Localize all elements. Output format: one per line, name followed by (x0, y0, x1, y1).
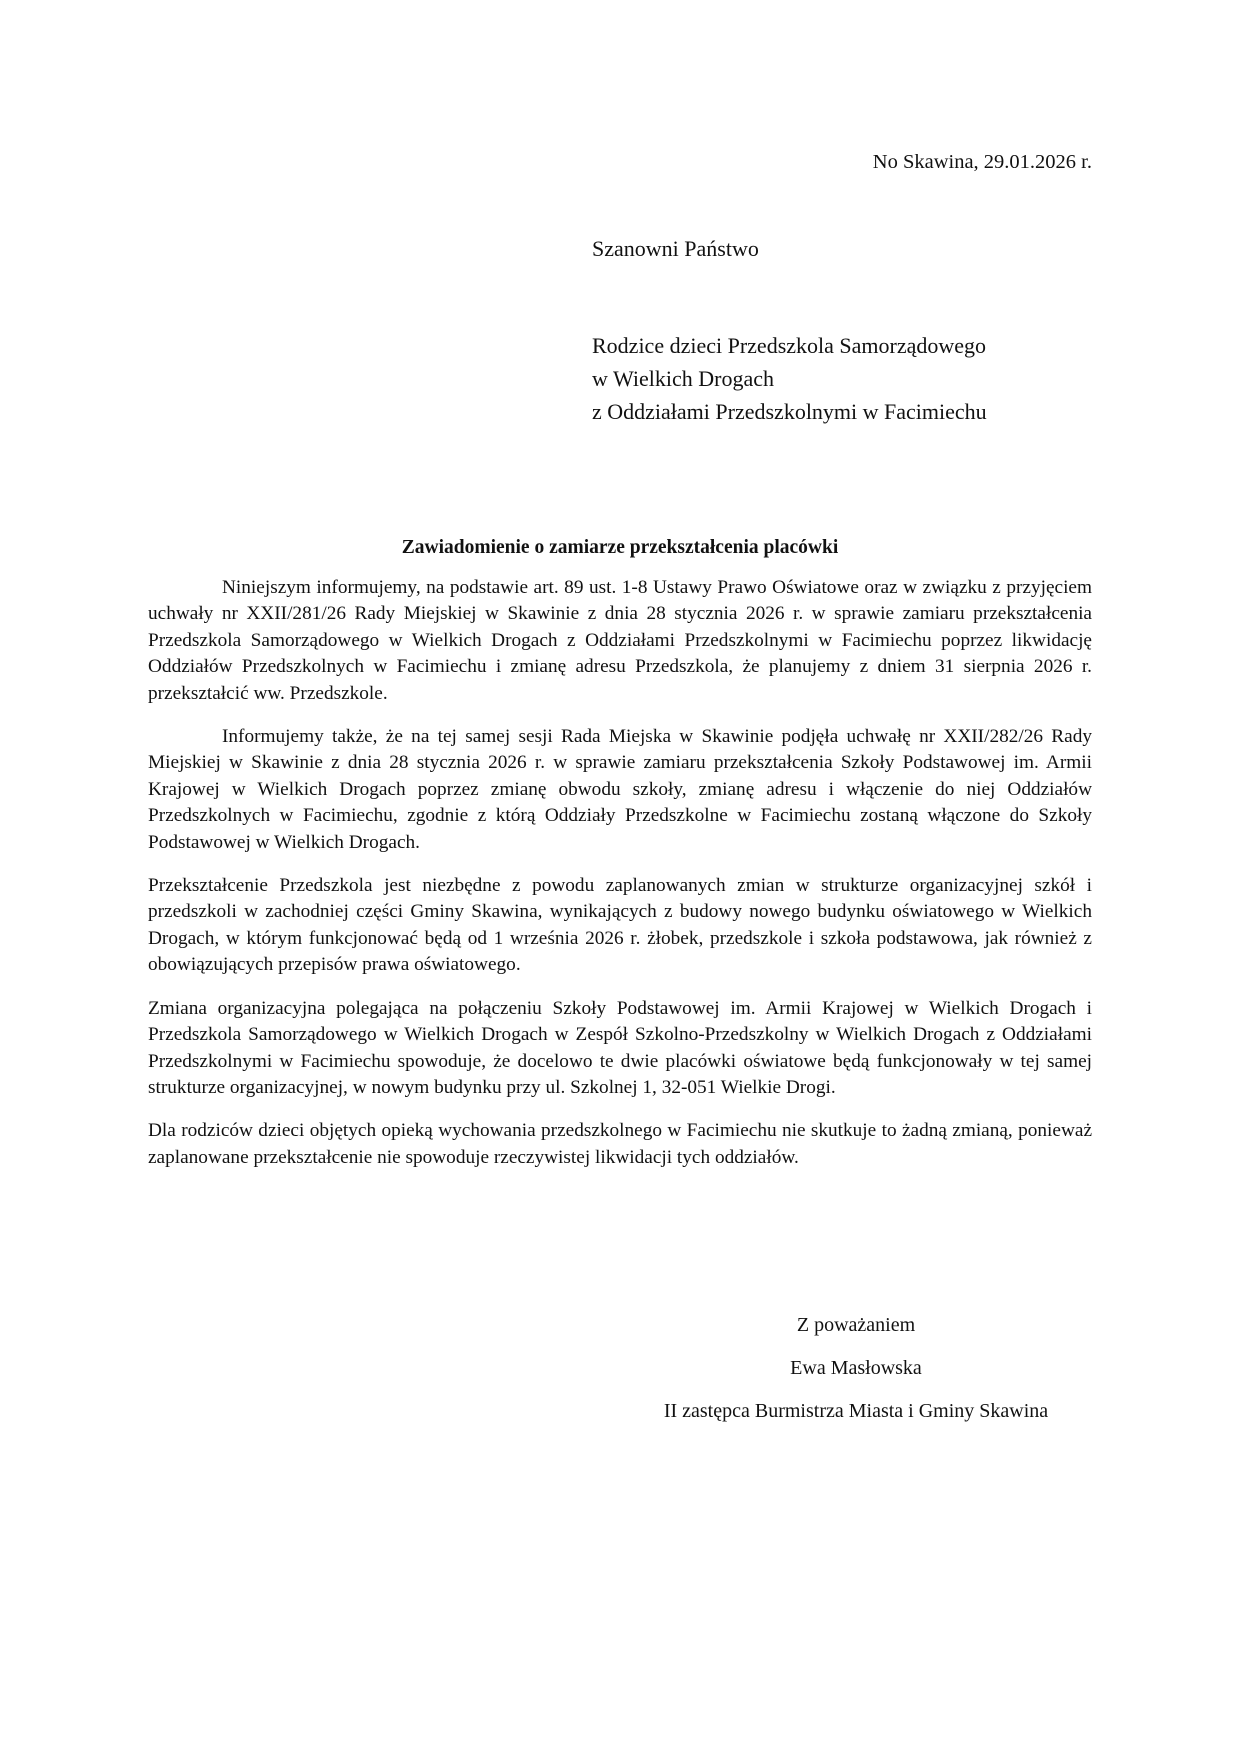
salutation: Szanowni Państwo (592, 236, 759, 261)
document-title: Zawiadomienie o zamiarze przekształcenia placówki (401, 537, 839, 558)
body-paragraph: Informujemy także, że na tej samej sesji Rada Miejska w Skawinie podjęła uchwałę nr XXII/282/26 Rady Miejskiej w Skawinie z dnia 28 stycznia 2026 r. w sprawie zamiaru przekształcenia Szkoły Podstawowej im. Armii Krajowej w Wielkich Drogach poprzez zmianę obwodu szkoły, zmianę adresu i włączenie do niej Oddziałów Przedszkolnych w Facimiechu, zgodnie z którą Oddziały Przedszkolne w Facimiechu zostaną włączone do Szkoły Podstawowej w Wielkich Drogach. (148, 726, 1092, 853)
signatory-name: Ewa Masłowska (790, 1357, 922, 1379)
closing-greeting: Z poważaniem (796, 1314, 916, 1336)
letter-body (148, 575, 1092, 1188)
place-and-date: No Skawina, 29.01.2026 r. (872, 151, 1092, 173)
recipient-line: Rodzice dzieci Przedszkola Samorządowego (592, 333, 987, 358)
body-paragraph: Niniejszym informujemy, na podstawie art. 89 ust. 1-8 Ustawy Prawo Oświatowe oraz w związku z przyjęciem uchwały nr XXII/281/26 Rady Miejskiej w Skawinie z dnia 28 stycznia 2026 r. w sprawie zamiaru przekształcenia Przedszkola Samorządowego w Wielkich Drogach z Oddziałami Przedszkolnymi w Facimiechu poprzez likwidację Oddziałów Przedszkolnych w Facimiechu i zmianę adresu Przedszkola, że planujemy z dniem 31 sierpnia 2026 r. przekształcić ww. Przedszkole. (148, 577, 1092, 704)
signatory-position: II zastępca Burmistrza Miasta i Gminy Skawina (663, 1400, 1049, 1422)
body-paragraph: Przekształcenie Przedszkola jest niezbędne z powodu zaplanowanych zmian w strukturze organizacyjnej szkół i przedszkoli w zachodniej części Gminy Skawina, wynikających z budowy nowego budynku oświatowego w Wielkich Drogach, w którym funkcjonować będą od 1 września 2026 r. żłobek, przedszkole i szkoła podstawowa, jak również z obowiązujących przepisów prawa oświatowego. (148, 875, 1092, 976)
body-paragraph: Dla rodziców dzieci objętych opieką wychowania przedszkolnego w Facimiechu nie skutkuje to żadną zmianą, ponieważ zaplanowane przekształcenie nie spowoduje rzeczywistej likwidacji tych oddziałów. (148, 1120, 1092, 1168)
recipient-block (592, 329, 987, 428)
recipient-line: w Wielkich Drogach (592, 366, 774, 391)
signature-block (636, 1304, 1076, 1433)
recipient-line: z Oddziałami Przedszkolnymi w Facimiechu (592, 399, 987, 424)
body-paragraph: Zmiana organizacyjna polegająca na połączeniu Szkoły Podstawowej im. Armii Krajowej w Wielkich Drogach i Przedszkola Samorządowego w Wielkich Drogach w Zespół Szkolno-Przedszkolny w Wielkich Drogach z Oddziałami Przedszkolnymi w Facimiechu spowoduje, że docelowo te dwie placówki oświatowe będą funkcjonowały w tej samej strukturze organizacyjnej, w nowym budynku przy ul. Szkolnej 1, 32-051 Wielkie Drogi. (148, 997, 1092, 1098)
